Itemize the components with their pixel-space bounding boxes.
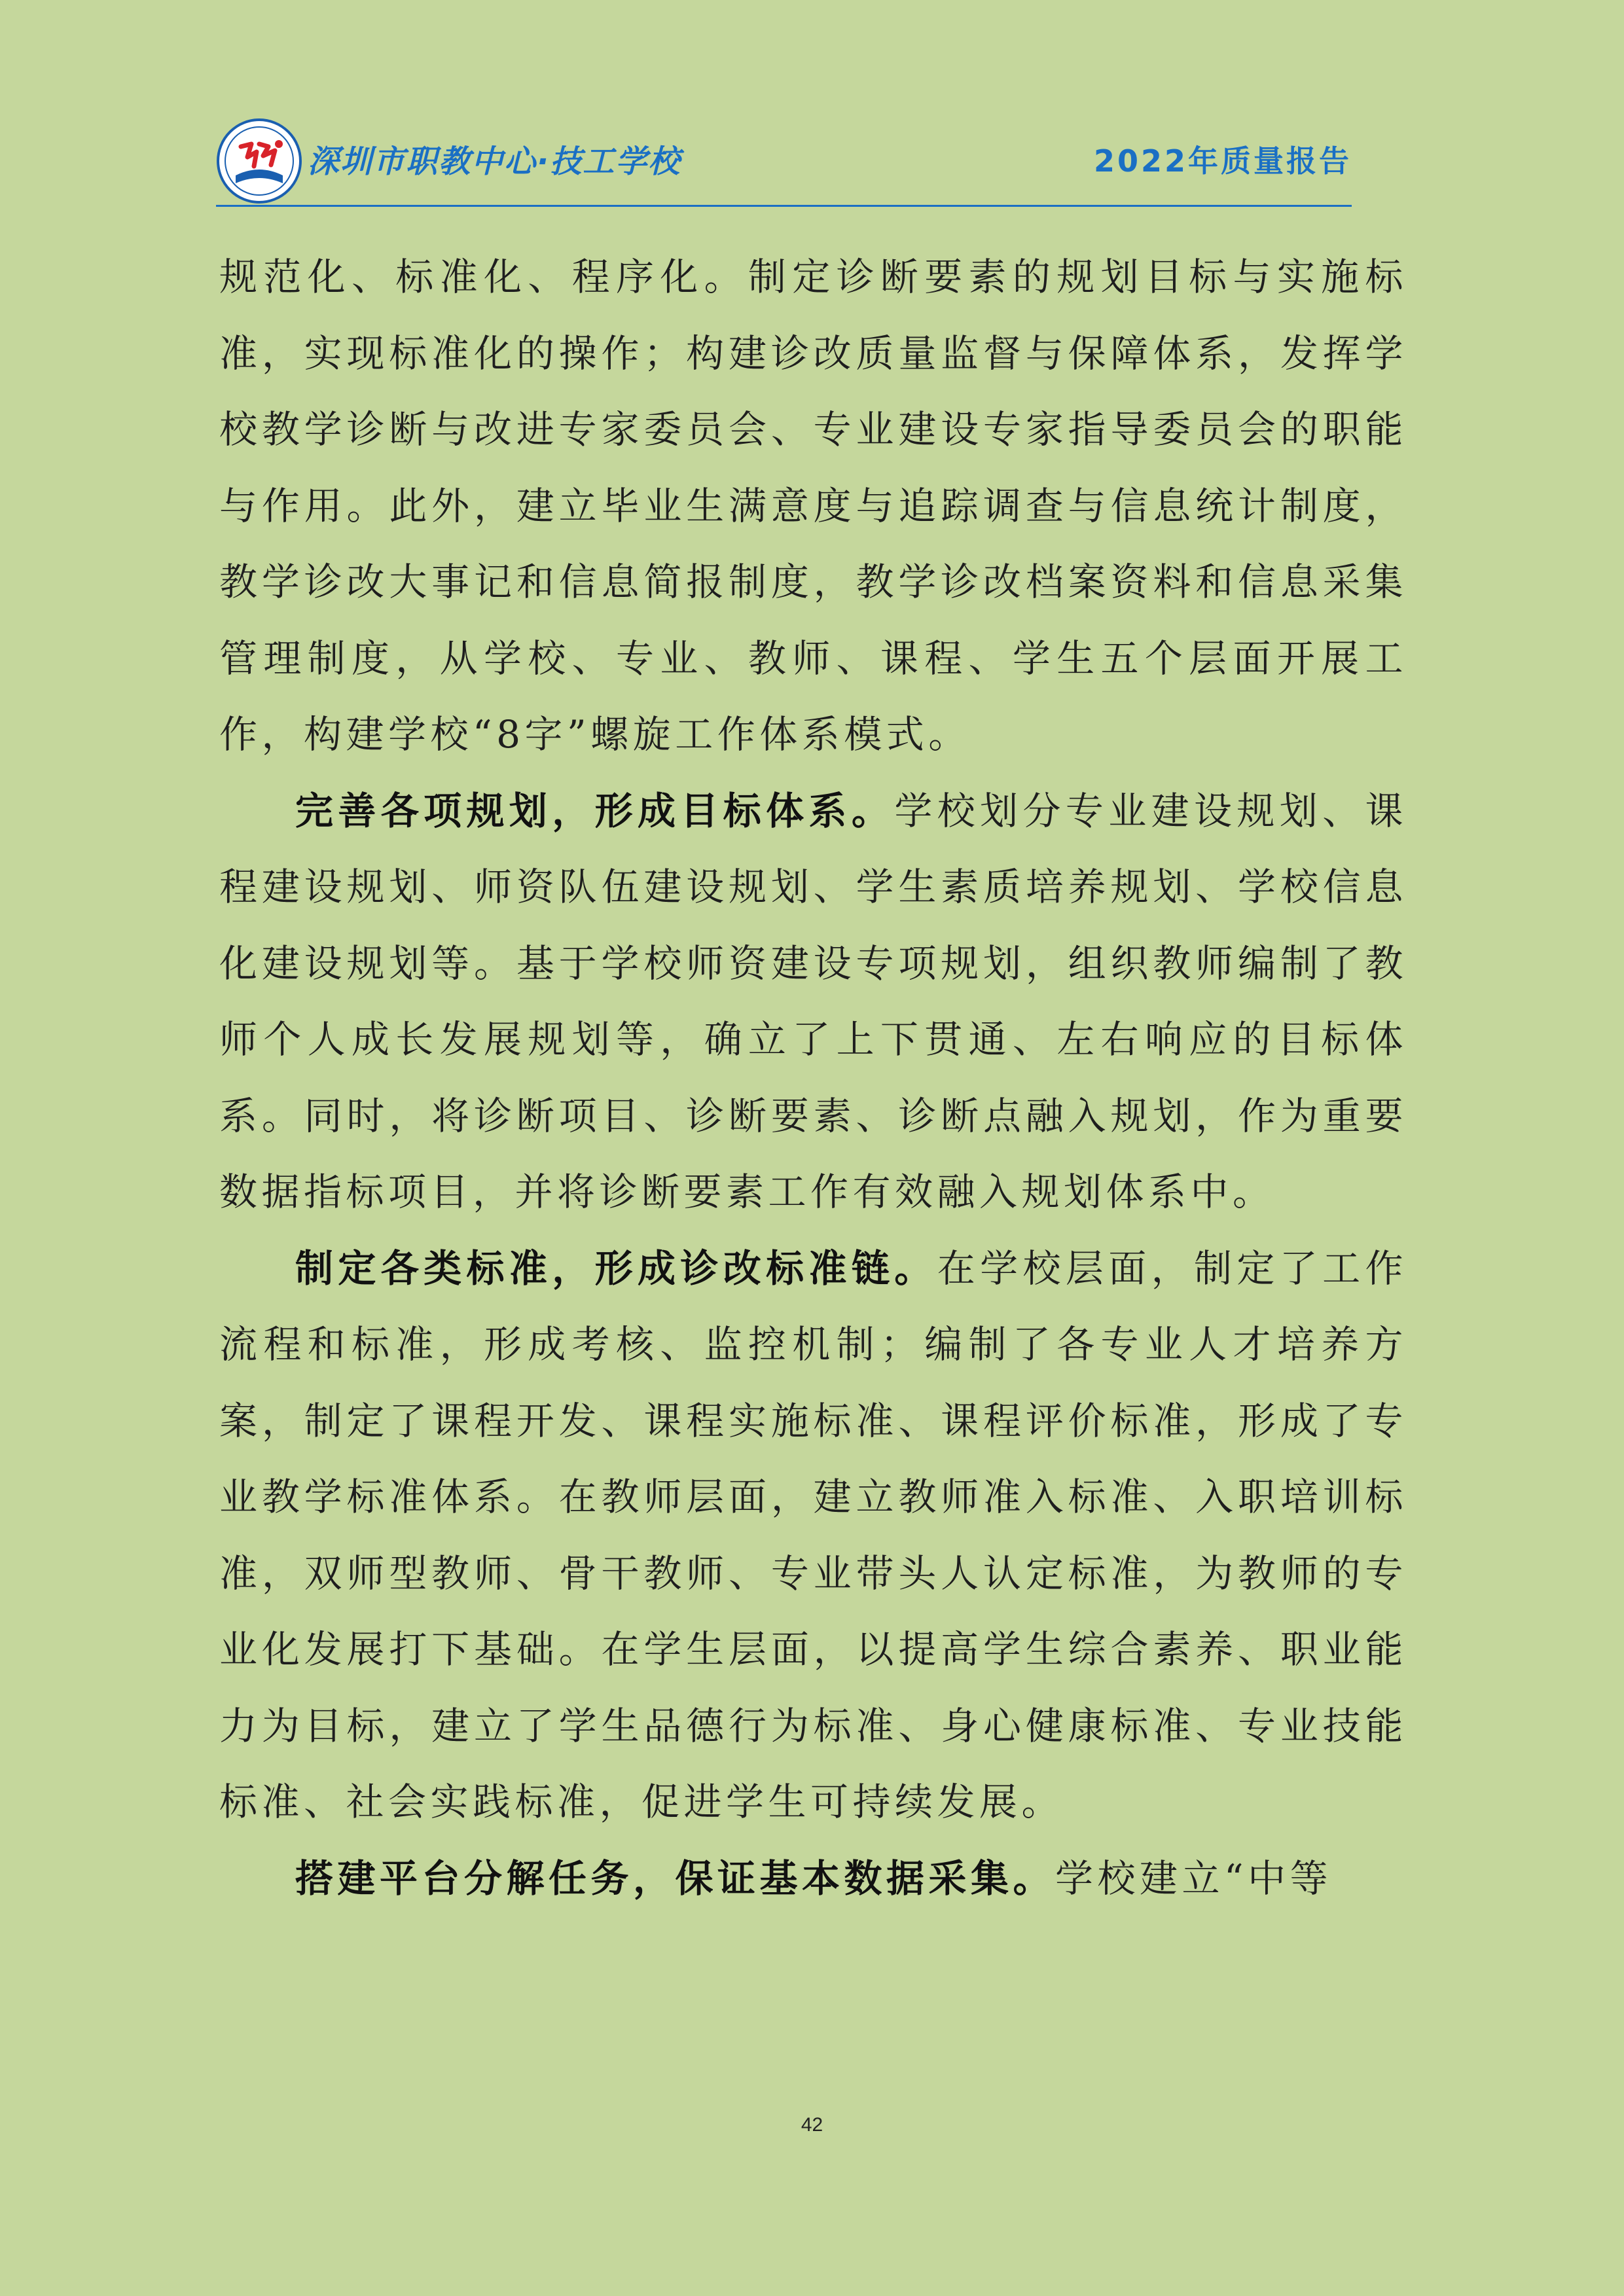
paragraph-heading: 完善各项规划，形成目标体系。 [295,788,895,833]
paragraph-continued [219,239,1407,773]
paragraph-text: 学校建立“中等 [1055,1856,1333,1901]
paragraph-platform [219,1840,1407,1917]
report-title: 2022年质量报告 [1093,143,1352,179]
page-number: 42 [801,2114,823,2136]
page-header [216,111,1352,206]
paragraph-text: 学校划分专业建设规划、课程建设规划、师资队伍建设规划、学生素质培养规划、学校信息化建设规划等。基于学校师资建设专项规划，组织教师编制了教师个人成长发展规划等，确立了上下贯通、左右响应的目标体系。同时，将诊断项目、诊断要素、诊断点融入规划，作为重要数据指标项目，并将诊断要素工作有效融入规划体系中。 [219,788,1407,1214]
paragraph-planning [219,773,1407,1230]
paragraph-heading: 制定各类标准，形成诊改标准链。 [295,1246,937,1291]
school-name: 深圳市职教中心·技工学校 [308,143,681,180]
header-divider [216,205,1352,207]
school-emblem-icon [216,118,302,204]
paragraph-standards [219,1230,1407,1840]
paragraph-text: 规范化、标准化、程序化。制定诊断要素的规划目标与实施标准，实现标准化的操作；构建诊改质量监督与保障体系，发挥学校教学诊断与改进专家委员会、专业建设专家指导委员会的职能与作用。此外，建立毕业生满意度与追踪调查与信息统计制度，教学诊改大事记和信息简报制度，教学诊改档案资料和信息采集管理制度，从学校、专业、教师、课程、学生五个层面开展工作，构建学校“8字”螺旋工作体系模式。 [219,255,1407,757]
paragraph-text: 在学校层面，制定了工作流程和标准，形成考核、监控机制；编制了各专业人才培养方案，制定了课程开发、课程实施标准、课程评价标准，形成了专业教学标准体系。在教师层面，建立教师准入标准、入职培训标准，双师型教师、骨干教师、专业带头人认定标准，为教师的专业化发展打下基础。在学生层面，以提高学生综合素养、职业能力为目标，建立了学生品德行为标准、身心健康标准、专业技能标准、社会实践标准，促进学生可持续发展。 [219,1246,1407,1824]
document-body [219,239,1407,1916]
paragraph-heading: 搭建平台分解任务，保证基本数据采集。 [295,1856,1056,1901]
